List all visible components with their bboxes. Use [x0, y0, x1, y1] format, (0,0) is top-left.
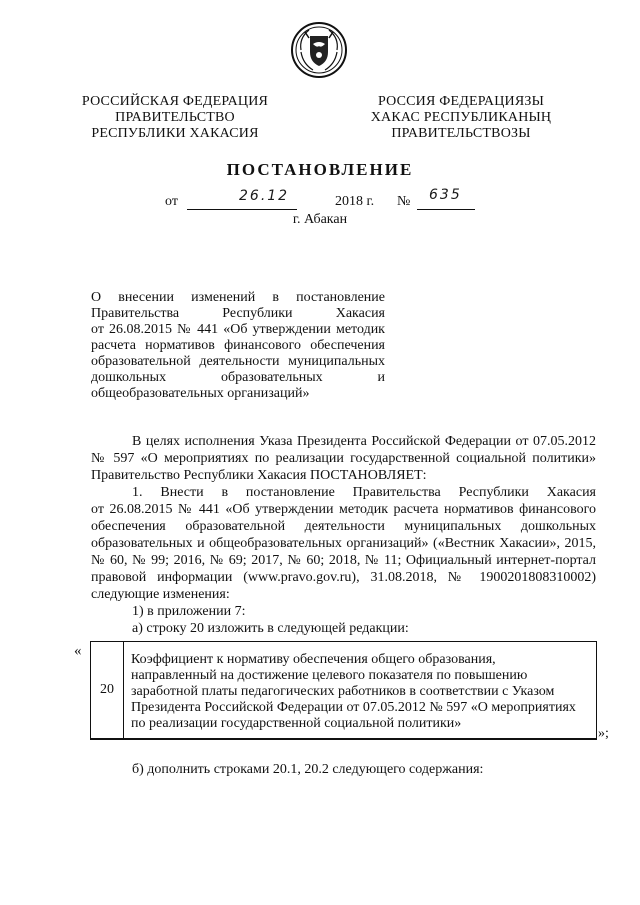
subject-line: дошкольных образовательных и: [91, 370, 385, 385]
body-line: 1) в приложении 7:: [132, 604, 246, 619]
number-underline: [417, 209, 475, 210]
date-year: 2018 г.: [335, 194, 375, 209]
subject-line: образовательной деятельности муниципальных: [91, 354, 385, 369]
header-left-line: РЕСПУБЛИКИ ХАКАСИЯ: [91, 126, 259, 141]
number-label: №: [397, 194, 411, 209]
row-text-line: заработной платы педагогических работников в соответствии с Указом: [131, 684, 555, 699]
header-left-line: РОССИЙСКАЯ ФЕДЕРАЦИЯ: [81, 94, 269, 109]
date-line: [165, 187, 485, 212]
subject-line: от 26.08.2015 № 441 «Об утверждении методик: [91, 322, 385, 337]
row-text-cell: [131, 652, 591, 732]
coat-of-arms-icon: [291, 22, 347, 78]
date-underline: [187, 209, 297, 210]
body-text: [91, 433, 596, 637]
row-text-line: направленный на достижение целевого показателя по повышению: [131, 668, 528, 683]
city: г. Абакан: [292, 212, 348, 227]
header-right-line: ПРАВИТЕЛЬСТВОЗЫ: [391, 126, 531, 141]
row-text-line: Коэффициент к нормативу обеспечения общего образования,: [131, 652, 496, 667]
body-line: от 26.08.2015 № 441 «Об утверждении методик расчета нормативов финансового: [91, 502, 596, 517]
body-line: обеспечения образовательной деятельности муниципальных дошкольных: [91, 519, 596, 534]
body-line: следующие изменения:: [91, 587, 230, 602]
body-line: образовательных и общеобразовательных организаций» («Вестник Хакасии», 2015,: [91, 536, 596, 551]
row-text-line: по реализации государственной социальной политики»: [131, 716, 462, 731]
subject-line: Правительства Республики Хакасия: [91, 306, 385, 321]
quote-open-mark: «: [74, 643, 82, 659]
body-line: В целях исполнения Указа Президента Российской Федерации от 07.05.2012: [132, 434, 596, 449]
table-row: [90, 641, 597, 740]
row-number: 20: [100, 682, 114, 697]
quote-close-mark: »;: [598, 726, 609, 741]
header-right-line: ХАКАС РЕСПУБЛИКАНЫҢ: [370, 110, 552, 125]
header-right-line: РОССИЯ ФЕДЕРАЦИЯЗЫ: [377, 94, 545, 109]
after-table-text: б) дополнить строками 20.1, 20.2 следующего содержания:: [132, 762, 484, 777]
body-line: правовой информации (www.pravo.gov.ru), 31.08.2018, № 1900201808310002): [91, 570, 596, 585]
subject-line: О внесении изменений в постановление: [91, 290, 385, 305]
handwritten-number: 635: [429, 187, 462, 203]
header-right-block: [346, 94, 576, 142]
header-left-line: ПРАВИТЕЛЬСТВО: [115, 110, 235, 125]
header-left-block: [60, 94, 290, 142]
body-line: № 60, № 99; 2016, № 69; 2017, № 60; 2018, № 11; Официальный интернет-портал: [91, 553, 596, 568]
row-text-line: Президента Российской Федерации от 07.05.2012 № 597 «О мероприятиях: [131, 700, 576, 715]
body-line: № 597 «О мероприятиях по реализации государственной социальной политики»: [91, 451, 596, 466]
body-line: Правительство Республики Хакасия ПОСТАНОВЛЯЕТ:: [91, 468, 427, 483]
document-title: ПОСТАНОВЛЕНИЕ: [226, 160, 414, 179]
row-number-cell: [91, 642, 124, 738]
subject-line: расчета нормативов финансового обеспечения: [91, 338, 385, 353]
subject-block: [91, 290, 385, 402]
handwritten-date: 26.12: [239, 188, 290, 204]
body-line: 1. Внести в постановление Правительства Республики Хакасия: [132, 485, 596, 500]
subject-line: общеобразовательных организаций»: [91, 386, 310, 401]
date-prefix: от: [165, 194, 178, 209]
body-line: а) строку 20 изложить в следующей редакции:: [132, 621, 409, 636]
